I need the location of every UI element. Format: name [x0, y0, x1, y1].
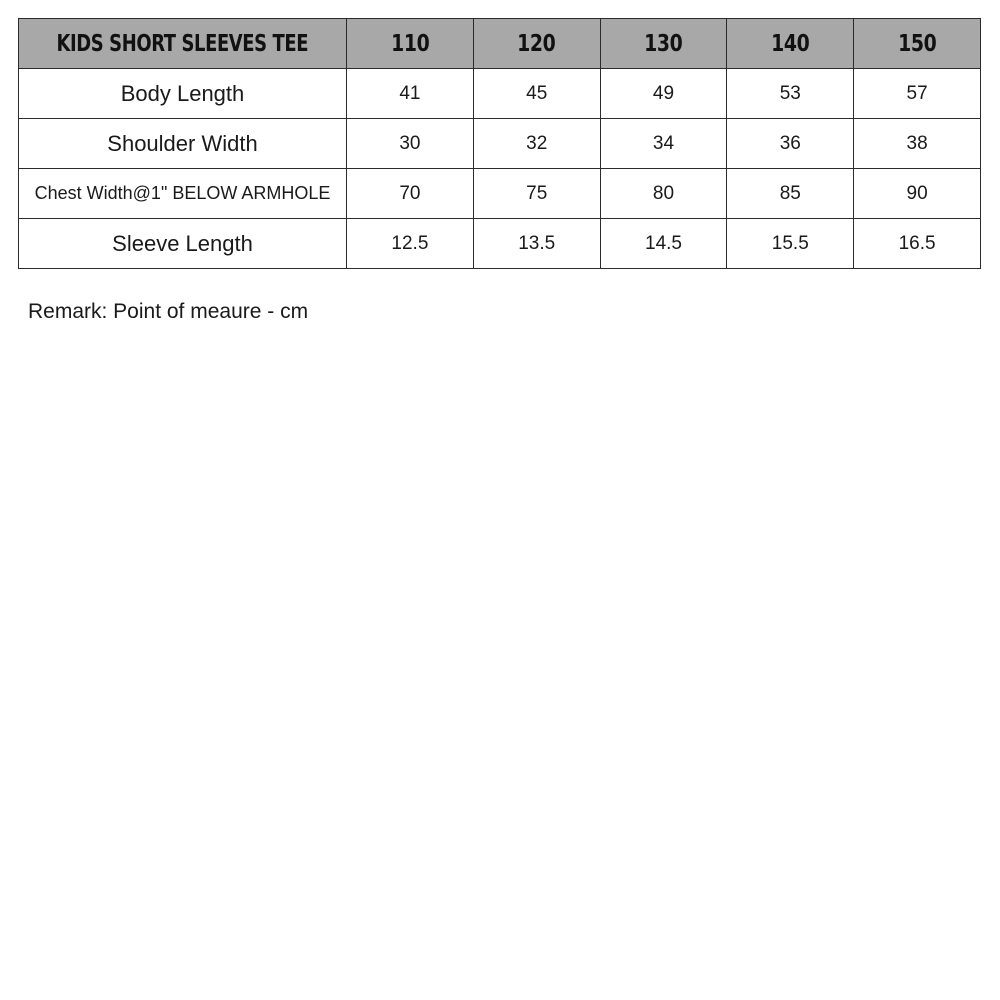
table-cell: 13.5	[473, 219, 600, 269]
table-cell: 85	[727, 169, 854, 219]
table-cell: 16.5	[854, 219, 981, 269]
table-cell: 75	[473, 169, 600, 219]
table-row	[19, 219, 981, 269]
table-cell: 80	[600, 169, 727, 219]
table-cell: 30	[347, 119, 474, 169]
table-cell: 38	[854, 119, 981, 169]
table-cell: 57	[854, 69, 981, 119]
size-chart-header	[19, 19, 981, 69]
size-header-120: 120	[473, 19, 600, 69]
row-label-chest-width: Chest Width@1" BELOW ARMHOLE	[19, 169, 347, 219]
size-chart-table	[18, 18, 981, 269]
table-cell: 90	[854, 169, 981, 219]
table-cell: 70	[347, 169, 474, 219]
size-header-150: 150	[854, 19, 981, 69]
table-row	[19, 169, 981, 219]
size-header-130: 130	[600, 19, 727, 69]
table-cell: 36	[727, 119, 854, 169]
table-cell: 14.5	[600, 219, 727, 269]
table-row	[19, 69, 981, 119]
table-cell: 53	[727, 69, 854, 119]
table-cell: 34	[600, 119, 727, 169]
row-label-shoulder-width: Shoulder Width	[19, 119, 347, 169]
row-label-sleeve-length: Sleeve Length	[19, 219, 347, 269]
table-cell: 41	[347, 69, 474, 119]
measurement-remark: Remark: Point of meaure - cm	[28, 300, 309, 323]
table-cell: 32	[473, 119, 600, 169]
table-row	[19, 119, 981, 169]
table-title: KIDS SHORT SLEEVES TEE	[19, 19, 347, 69]
row-label-body-length: Body Length	[19, 69, 347, 119]
size-header-140: 140	[727, 19, 854, 69]
size-chart-body	[19, 69, 981, 269]
table-cell: 12.5	[347, 219, 474, 269]
size-header-110: 110	[347, 19, 474, 69]
table-cell: 49	[600, 69, 727, 119]
table-cell: 15.5	[727, 219, 854, 269]
header-row	[19, 19, 981, 69]
table-cell: 45	[473, 69, 600, 119]
